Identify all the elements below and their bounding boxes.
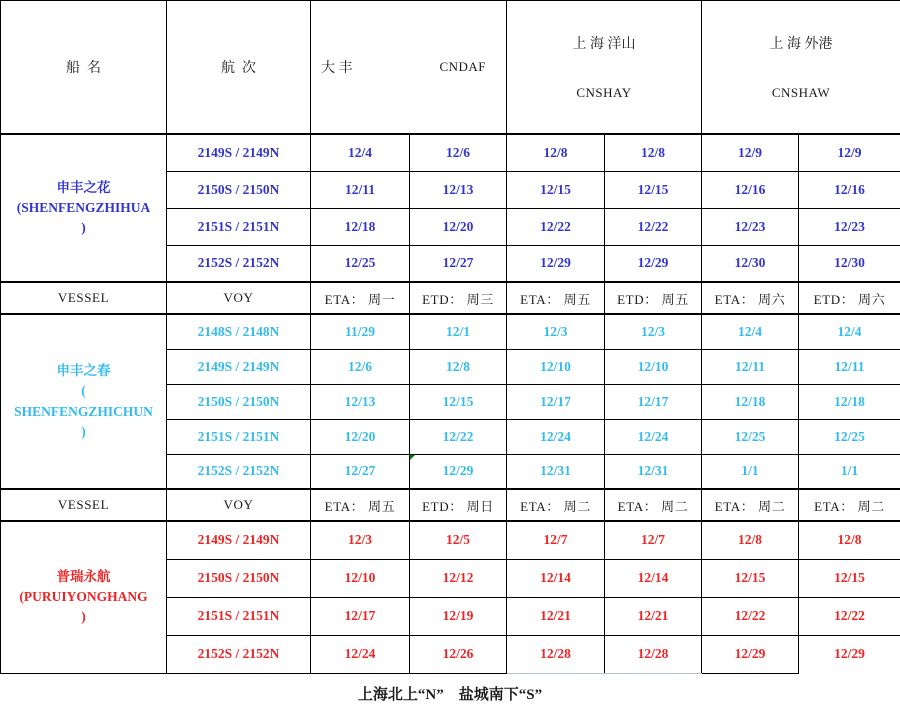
date-cell: 12/21 (507, 597, 605, 635)
date-cell: 12/15 (410, 384, 507, 419)
footer-note: 上海北上“N” 盐城南下“S” (0, 683, 900, 704)
schedule-row (1, 489, 900, 521)
date-cell: 12/26 (410, 635, 507, 673)
date-cell: 12/31 (507, 454, 605, 489)
voy-label-cell: VOY (167, 282, 311, 314)
date-cell: 12/25 (799, 419, 900, 454)
date-cell: 12/4 (702, 314, 799, 349)
date-cell: 12/13 (410, 171, 507, 208)
comment-marker-icon (410, 455, 415, 460)
date-cell: 12/27 (410, 245, 507, 282)
date-cell: 12/20 (311, 419, 410, 454)
vessel-name-line: (PURUIYONGHANG (1, 587, 166, 607)
eta-etd-cell: ETD： 周六 (799, 282, 900, 314)
date-cell: 12/29 (702, 635, 799, 673)
date-cell: 1/1 (702, 454, 799, 489)
date-cell: 12/3 (311, 521, 410, 559)
date-cell: 12/3 (605, 314, 702, 349)
date-cell: 12/22 (507, 208, 605, 245)
date-cell: 12/7 (507, 521, 605, 559)
vessel-name-line: 申丰之春 (1, 361, 166, 381)
voyage-cell: 2151S / 2151N (167, 597, 311, 635)
schedule-row (1, 282, 900, 314)
header-port-waigang (702, 1, 900, 135)
voyage-cell: 2148S / 2148N (167, 314, 311, 349)
date-cell: 12/18 (799, 384, 900, 419)
date-cell: 12/22 (605, 208, 702, 245)
port-code-dafeng: CNDAF (439, 59, 486, 75)
date-cell: 12/1 (410, 314, 507, 349)
date-cell: 12/30 (702, 245, 799, 282)
header-voyage: 航 次 (167, 1, 311, 135)
date-cell: 12/25 (311, 245, 410, 282)
date-cell: 12/23 (702, 208, 799, 245)
date-cell: 12/24 (605, 419, 702, 454)
date-cell: 12/8 (702, 521, 799, 559)
date-cell: 12/24 (507, 419, 605, 454)
vessel-name-line: ) (1, 422, 166, 442)
eta-etd-cell: ETD： 周三 (410, 282, 507, 314)
eta-etd-cell: ETA： 周二 (702, 489, 799, 521)
voyage-cell: 2152S / 2152N (167, 635, 311, 673)
date-cell: 12/28 (507, 635, 605, 673)
date-cell: 12/30 (799, 245, 900, 282)
date-cell: 12/11 (311, 171, 410, 208)
voyage-cell: 2151S / 2151N (167, 208, 311, 245)
vessel-name-cell (1, 521, 167, 673)
date-cell: 12/16 (702, 171, 799, 208)
eta-etd-cell: ETA： 周二 (605, 489, 702, 521)
voyage-cell: 2150S / 2150N (167, 559, 311, 597)
date-cell: 12/9 (799, 134, 900, 171)
date-cell: 12/28 (605, 635, 702, 673)
date-cell: 12/11 (799, 349, 900, 384)
date-cell: 12/9 (702, 134, 799, 171)
vessel-name-line: ) (1, 218, 166, 238)
voyage-row (1, 521, 900, 559)
date-cell: 12/20 (410, 208, 507, 245)
date-cell: 12/22 (410, 419, 507, 454)
voyage-cell: 2152S / 2152N (167, 245, 311, 282)
date-cell: 12/11 (702, 349, 799, 384)
date-cell: 12/5 (410, 521, 507, 559)
date-cell: 12/15 (507, 171, 605, 208)
header-port-yangshan (507, 1, 702, 135)
date-cell: 12/16 (799, 171, 900, 208)
date-cell: 12/18 (311, 208, 410, 245)
date-cell: 12/7 (605, 521, 702, 559)
eta-etd-cell: ETA： 周二 (507, 489, 605, 521)
date-cell: 12/17 (605, 384, 702, 419)
table-header-row (1, 1, 900, 135)
voy-label-cell: VOY (167, 489, 311, 521)
vessel-label-cell: VESSEL (1, 489, 167, 521)
date-cell: 12/15 (605, 171, 702, 208)
date-cell: 12/6 (410, 134, 507, 171)
port-name-dafeng: 大 丰 (321, 57, 353, 77)
voyage-cell: 2149S / 2149N (167, 521, 311, 559)
port-code-yangshan: CNSHAY (507, 85, 701, 101)
eta-etd-cell: ETA： 周二 (799, 489, 900, 521)
vessel-label-cell: VESSEL (1, 282, 167, 314)
date-cell: 12/10 (507, 349, 605, 384)
vessel-name-line: (SHENFENGZHIHUA (1, 198, 166, 218)
date-cell: 12/22 (799, 597, 900, 635)
date-cell: 12/8 (507, 134, 605, 171)
date-cell: 12/6 (311, 349, 410, 384)
date-cell: 12/22 (702, 597, 799, 635)
voyage-cell: 2149S / 2149N (167, 349, 311, 384)
date-cell: 12/13 (311, 384, 410, 419)
voyage-cell: 2150S / 2150N (167, 171, 311, 208)
vessel-name-line: 普瑞永航 (1, 567, 166, 587)
date-cell: 12/29 (799, 635, 900, 673)
voyage-cell: 2150S / 2150N (167, 384, 311, 419)
port-name-yangshan: 上 海 洋山 (507, 33, 701, 53)
date-cell: 12/3 (507, 314, 605, 349)
date-cell: 12/17 (507, 384, 605, 419)
date-cell: 11/29 (311, 314, 410, 349)
vessel-name-line: 申丰之花 (1, 178, 166, 198)
header-ship-name: 船 名 (1, 1, 167, 135)
voyage-row (1, 314, 900, 349)
eta-etd-cell: ETD： 周五 (605, 282, 702, 314)
eta-etd-cell: ETA： 周一 (311, 282, 410, 314)
voyage-cell: 2151S / 2151N (167, 419, 311, 454)
date-cell: 12/29 (507, 245, 605, 282)
eta-etd-cell: ETA： 周五 (507, 282, 605, 314)
date-cell: 12/4 (311, 134, 410, 171)
date-cell: 12/25 (702, 419, 799, 454)
eta-etd-cell: ETA： 周六 (702, 282, 799, 314)
date-cell: 12/23 (799, 208, 900, 245)
date-cell: 12/8 (799, 521, 900, 559)
vessel-name-cell (1, 134, 167, 282)
header-port-dafeng (311, 1, 507, 135)
vessel-name-line: ) (1, 607, 166, 627)
voyage-cell: 2149S / 2149N (167, 134, 311, 171)
date-cell: 12/14 (605, 559, 702, 597)
date-cell: 1/1 (799, 454, 900, 489)
date-cell: 12/10 (311, 559, 410, 597)
port-name-waigang: 上 海 外港 (702, 33, 900, 53)
date-cell: 12/8 (605, 134, 702, 171)
date-cell: 12/4 (799, 314, 900, 349)
date-cell: 12/24 (311, 635, 410, 673)
date-cell: 12/14 (507, 559, 605, 597)
eta-etd-cell: ETD： 周日 (410, 489, 507, 521)
eta-etd-cell: ETA： 周五 (311, 489, 410, 521)
port-code-waigang: CNSHAW (702, 85, 900, 101)
date-cell: 12/19 (410, 597, 507, 635)
date-cell: 12/10 (605, 349, 702, 384)
date-cell: 12/27 (311, 454, 410, 489)
vessel-name-cell (1, 314, 167, 489)
date-cell: 12/21 (605, 597, 702, 635)
date-cell: 12/15 (702, 559, 799, 597)
date-cell: 12/29 (605, 245, 702, 282)
date-cell: 12/18 (702, 384, 799, 419)
date-cell: 12/12 (410, 559, 507, 597)
date-cell: 12/8 (410, 349, 507, 384)
date-cell: 12/17 (311, 597, 410, 635)
date-cell: 12/15 (799, 559, 900, 597)
vessel-name-line: SHENFENGZHICHUN (1, 402, 166, 422)
date-cell: 12/31 (605, 454, 702, 489)
voyage-cell: 2152S / 2152N (167, 454, 311, 489)
date-cell: 12/29 (410, 454, 507, 489)
voyage-row (1, 134, 900, 171)
vessel-name-line: ( (1, 381, 166, 401)
